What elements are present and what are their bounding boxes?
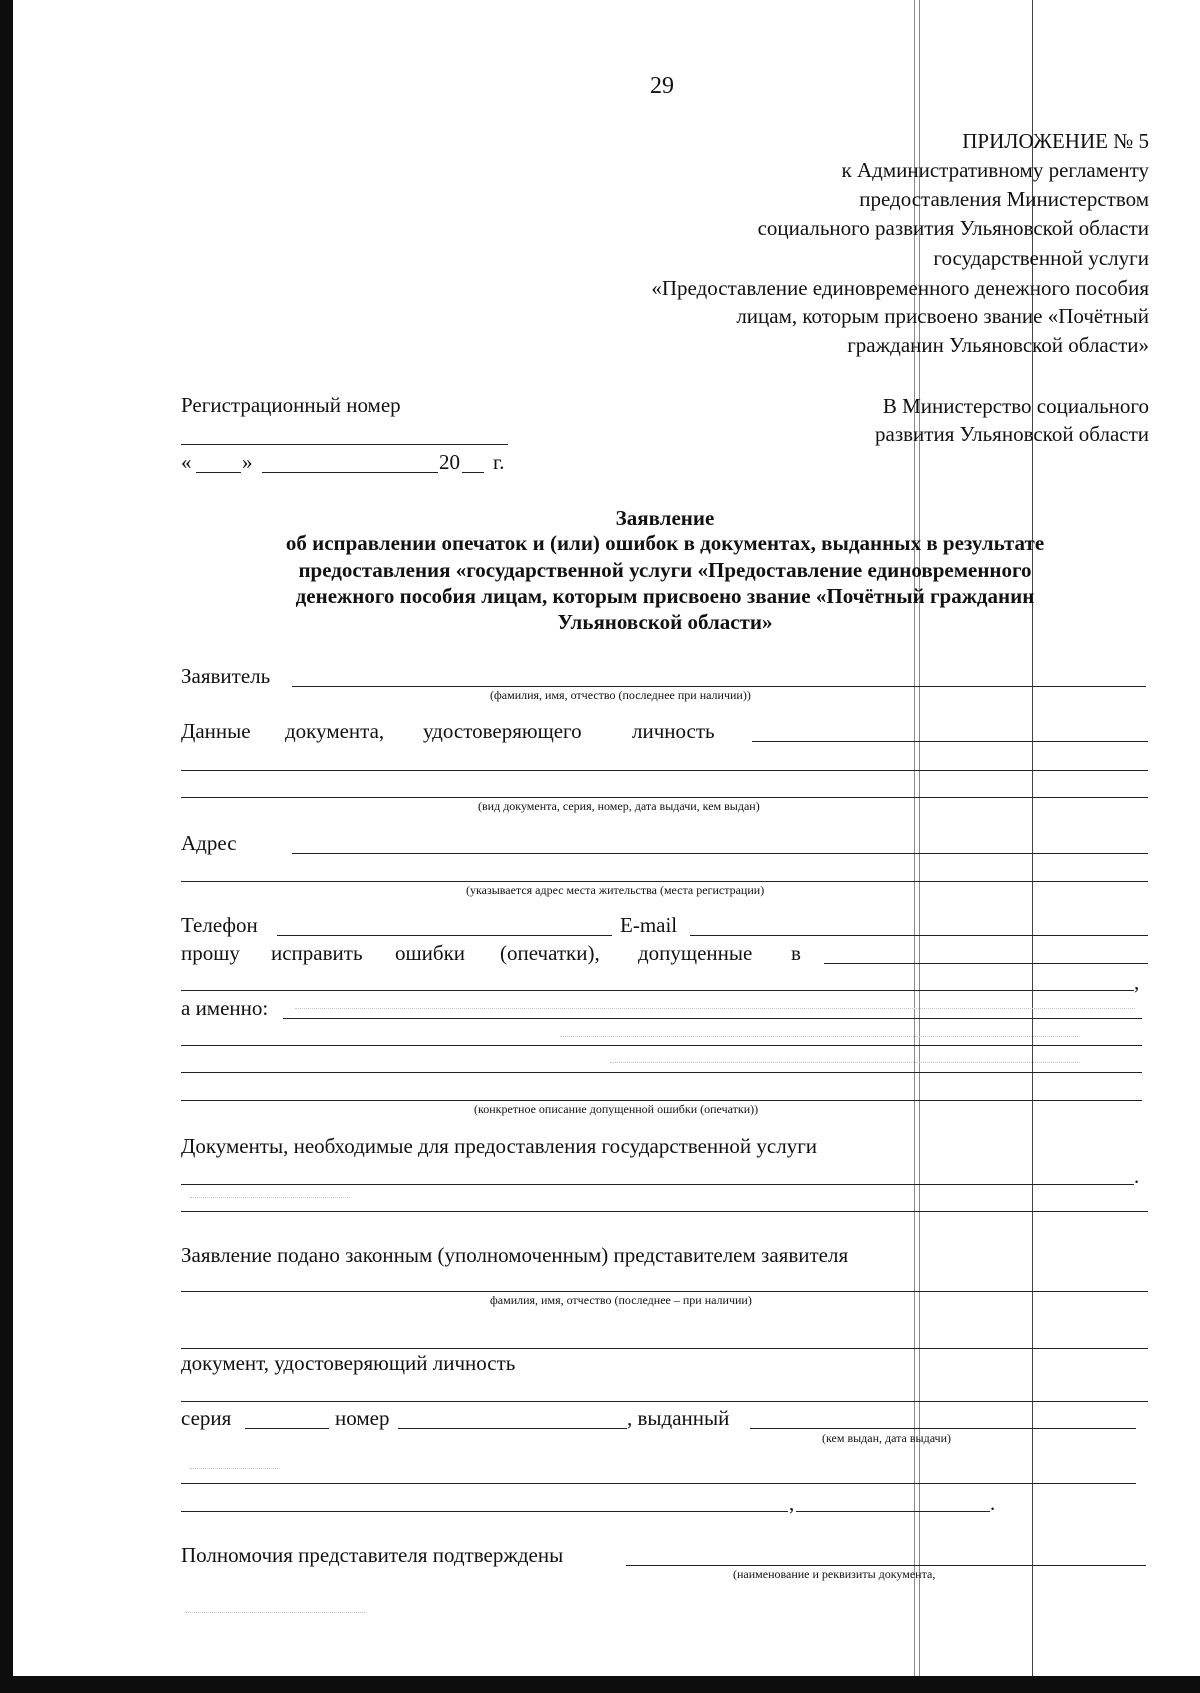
request-word: допущенные bbox=[638, 941, 753, 965]
document-subtitle-line: денежного пособия лицам, которым присвоено звание «Почётный гражданин bbox=[295, 584, 1035, 608]
registration-number-field[interactable] bbox=[181, 444, 508, 445]
id-doc-word: Данные bbox=[181, 719, 251, 743]
date-year-prefix: 20 bbox=[439, 450, 460, 474]
date-day-field[interactable] bbox=[196, 472, 241, 473]
date-open-quote: « bbox=[181, 450, 192, 474]
appendix-line: социального развития Ульяновской области bbox=[757, 216, 1149, 240]
issued-by-field[interactable] bbox=[181, 1511, 788, 1512]
scan-fold-line bbox=[914, 0, 915, 1676]
document-subtitle-line: об исправлении опечаток и (или) ошибок в документах, выданных в результате bbox=[285, 531, 1045, 555]
rep-id-field[interactable] bbox=[181, 1401, 1148, 1402]
representative-name-field[interactable] bbox=[181, 1291, 1148, 1292]
error-hint: (конкретное описание допущенной ошибки (опечатки)) bbox=[474, 1102, 759, 1116]
id-doc-field[interactable] bbox=[752, 741, 1148, 742]
representative-name-field[interactable] bbox=[181, 1348, 1148, 1349]
address-label: Адрес bbox=[181, 831, 237, 855]
scan-noise bbox=[190, 1468, 280, 1470]
documents-field[interactable] bbox=[181, 1184, 1134, 1185]
number-label: номер bbox=[335, 1406, 390, 1430]
request-document-field[interactable] bbox=[824, 963, 1148, 964]
issued-by-field[interactable] bbox=[750, 1428, 1136, 1429]
issued-date-field[interactable] bbox=[796, 1511, 990, 1512]
page-number: 29 bbox=[650, 73, 674, 99]
request-word: в bbox=[791, 941, 801, 965]
date-month-field[interactable] bbox=[262, 472, 438, 473]
powers-document-field[interactable] bbox=[626, 1565, 1146, 1566]
representative-label: Заявление подано законным (уполномоченным) представителем заявителя bbox=[181, 1243, 849, 1267]
error-description-field[interactable] bbox=[283, 1018, 1142, 1019]
email-field[interactable] bbox=[690, 935, 1148, 936]
scan-noise bbox=[295, 1008, 1135, 1010]
applicant-label: Заявитель bbox=[181, 664, 271, 688]
issued-by-field[interactable] bbox=[181, 1483, 1136, 1484]
representative-hint: фамилия, имя, отчество (последнее – при наличии) bbox=[490, 1293, 752, 1307]
appendix-line: «Предоставление единовременного денежного пособия bbox=[651, 276, 1149, 300]
id-doc-word: удостоверяющего bbox=[423, 719, 582, 743]
date-year-field[interactable] bbox=[462, 472, 484, 473]
series-label: серия bbox=[181, 1406, 232, 1430]
address-field[interactable] bbox=[181, 881, 1148, 882]
series-field[interactable] bbox=[245, 1428, 329, 1429]
applicant-name-field[interactable] bbox=[292, 686, 1146, 687]
appendix-line: государственной услуги bbox=[933, 246, 1149, 270]
id-doc-word: личность bbox=[632, 719, 715, 743]
appendix-line: гражданин Ульяновской области» bbox=[847, 333, 1149, 357]
id-doc-hint: (вид документа, серия, номер, дата выдачи, кем выдан) bbox=[478, 799, 760, 813]
email-label: E-mail bbox=[620, 913, 678, 937]
rep-id-label: документ, удостоверяющий личность bbox=[181, 1351, 516, 1375]
date-year-suffix: г. bbox=[493, 450, 505, 474]
applicant-hint: (фамилия, имя, отчество (последнее при наличии)) bbox=[490, 688, 751, 702]
id-doc-field[interactable] bbox=[181, 770, 1148, 771]
address-hint: (указывается адрес места жительства (места регистрации) bbox=[466, 883, 765, 897]
document-title: Заявление bbox=[615, 506, 715, 530]
address-field[interactable] bbox=[292, 853, 1148, 854]
request-word: прошу bbox=[181, 941, 240, 965]
documents-field[interactable] bbox=[181, 1211, 1148, 1212]
scan-noise bbox=[610, 1062, 1080, 1064]
addressee-line: В Министерство социального bbox=[882, 394, 1149, 418]
scan-noise bbox=[185, 1612, 365, 1614]
scan-border-bottom bbox=[0, 1676, 1200, 1693]
registration-label: Регистрационный номер bbox=[181, 393, 401, 417]
request-comma: , bbox=[1134, 970, 1140, 994]
scan-noise bbox=[560, 1036, 1080, 1038]
document-subtitle-line: Ульяновской области» bbox=[557, 610, 773, 634]
id-doc-word: документа, bbox=[285, 719, 385, 743]
phone-field[interactable] bbox=[277, 935, 612, 936]
request-word: (опечатки), bbox=[500, 941, 600, 965]
request-document-field[interactable] bbox=[181, 990, 1134, 991]
issued-period: . bbox=[990, 1491, 996, 1515]
documents-period: . bbox=[1134, 1164, 1140, 1188]
addressee-line: развития Ульяновской области bbox=[875, 422, 1149, 446]
powers-label: Полномочия представителя подтверждены bbox=[181, 1543, 564, 1567]
error-description-field[interactable] bbox=[181, 1100, 1142, 1101]
powers-hint: (наименование и реквизиты документа, bbox=[733, 1567, 936, 1581]
id-doc-field[interactable] bbox=[181, 797, 1148, 798]
appendix-line: предоставления Министерством bbox=[859, 187, 1149, 211]
request-word: исправить bbox=[271, 941, 363, 965]
issued-label: , выданный bbox=[627, 1406, 730, 1430]
appendix-line: лицам, которым присвоено звание «Почётный bbox=[736, 304, 1149, 328]
documents-label: Документы, необходимые для предоставления государственной услуги bbox=[181, 1134, 818, 1158]
scan-fold-line bbox=[919, 0, 920, 1676]
scan-noise bbox=[190, 1197, 350, 1199]
error-description-field[interactable] bbox=[181, 1072, 1142, 1073]
issued-hint: (кем выдан, дата выдачи) bbox=[822, 1431, 951, 1445]
scan-border-left bbox=[0, 0, 13, 1693]
namely-label: а именно: bbox=[181, 996, 269, 1020]
number-field[interactable] bbox=[398, 1428, 627, 1429]
request-word: ошибки bbox=[395, 941, 466, 965]
appendix-title: ПРИЛОЖЕНИЕ № 5 bbox=[962, 129, 1149, 153]
document-subtitle-line: предоставления «государственной услуги «Предоставление единовременного bbox=[298, 558, 1032, 582]
date-close-quote: » bbox=[242, 450, 253, 474]
appendix-line: к Административному регламенту bbox=[841, 158, 1149, 182]
error-description-field[interactable] bbox=[181, 1045, 1142, 1046]
phone-label: Телефон bbox=[181, 913, 258, 937]
issued-comma: , bbox=[789, 1491, 795, 1515]
